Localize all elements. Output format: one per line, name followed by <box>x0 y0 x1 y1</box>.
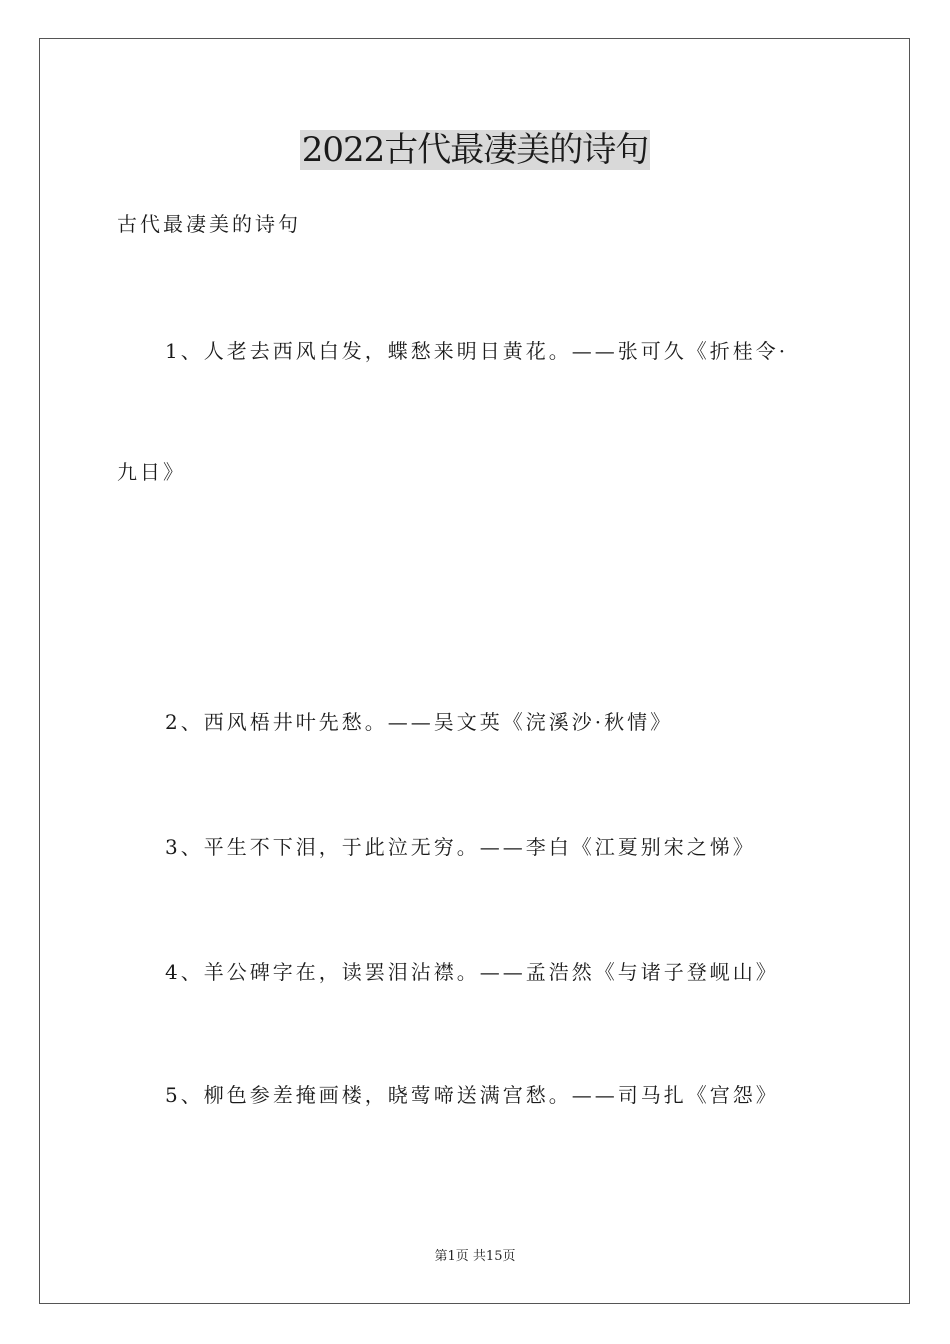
poem-line-1-continued: 九日》 <box>117 460 186 484</box>
document-title <box>0 126 950 174</box>
poem-line-4: 4、羊公碑字在，读罢泪沾襟。——孟浩然《与诸子登岘山》 <box>165 960 779 984</box>
poem-line-2: 2、西风梧井叶先愁。——吴文英《浣溪沙·秋情》 <box>165 710 674 734</box>
poem-line-3: 3、平生不下泪，于此泣无穷。——李白《江夏别宋之悌》 <box>165 835 756 859</box>
document-title-text: 2022古代最凄美的诗句 <box>301 130 649 170</box>
poem-line-5: 5、柳色参差掩画楼，晓莺啼送满宫愁。——司马扎《宫怨》 <box>165 1083 779 1107</box>
document-subtitle: 古代最凄美的诗句 <box>117 212 301 236</box>
page-footer: 第1页 共15页 <box>434 1249 516 1264</box>
poem-line-1: 1、人老去西风白发，蝶愁来明日黄花。——张可久《折桂令· <box>165 339 789 363</box>
